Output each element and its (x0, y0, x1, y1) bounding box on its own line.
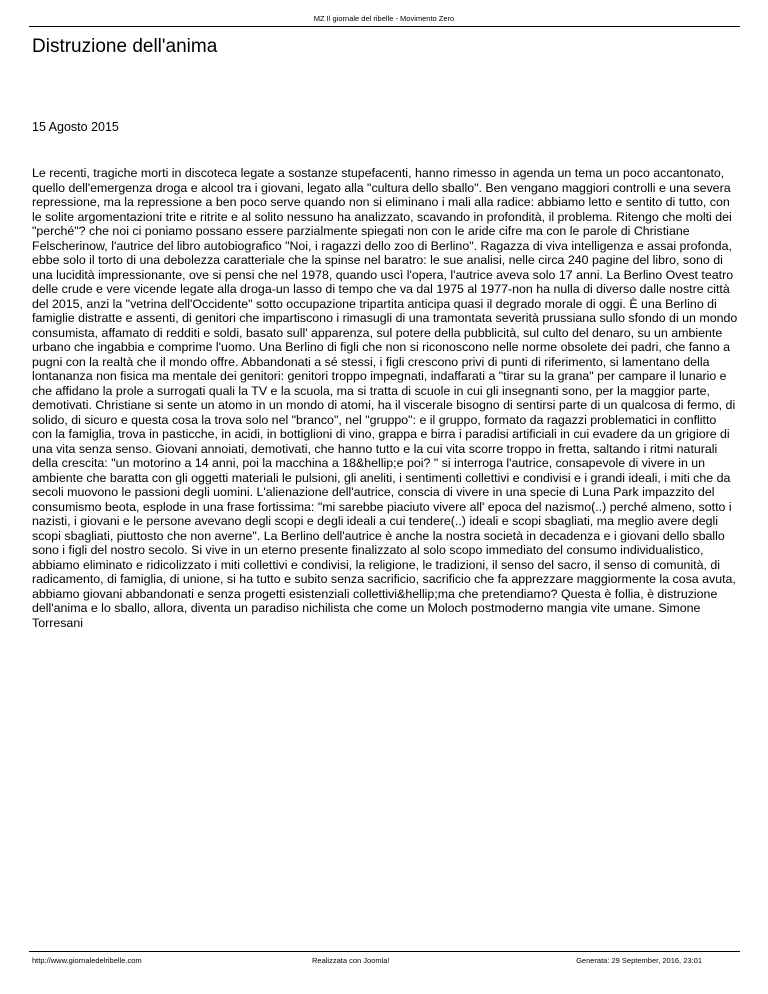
site-header-title: MZ Il giornale del ribelle - Movimento Zero (313, 14, 455, 23)
article-date: 15 Agosto 2015 (32, 120, 119, 134)
header-divider (29, 26, 740, 27)
article-body: Le recenti, tragiche morti in discoteca legate a sostanze stupefacenti, hanno rimesso in agenda un tema un poco accantonato, quello dell'emergenza droga e alcool tra i giovani, legato alla "cultura dello sballo". Ben vengano maggiori controlli e una severa repressione, ma la repressione a ben poco serve quando non si eliminano i mali alla radice: abbiamo letto e sentito di tutto, con le solite argomentazioni trite e ritrite e al solito nessuno ha analizzato, scavando in profondità, il problema. Ritengo che molti dei "perché"? che noi ci poniamo possano essere parzialmente spiegati non con le aride cifre ma con le parole di Christiane Felscherinow, l'autrice del libro autobiografico "Noi, i ragazzi dello zoo di Berlino". Ragazza di viva intelligenza e assai profonda, ebbe solo il torto di una debolezza caratteriale che la spinse nel baratro: le sue analisi, nelle circa 240 pagine del libro, sono di una lucidità impressionante, ove si pensi che nel 1978, quando uscì l'opera, l'autrice aveva solo 17 anni. La Berlino Ovest teatro delle crude e vere vicende legate alla droga-un lasso di tempo che va dal 1975 al 1977-non ha nulla di diverso dalle nostre città del 2015, anzi la "vetrina dell'Occidente" sotto occupazione tripartita anticipa quasi il degrado morale di oggi. È una Berlino di famiglie distratte e assenti, di genitori che impartiscono i rimasugli di una tramontata severità prussiana sullo sfondo di un mondo consumista, affamato di redditi e soldi, basato sull' apparenza, sul potere della pubblicità, sul culto del denaro, su un ambiente urbano che ingabbia e comprime l'uomo. Una Berlino di figli che non si riconoscono nelle norme obsolete dei padri, che fanno a pugni con la realtà che il mondo offre. Abbandonati a sé stessi, i figli crescono privi di punti di riferimento, si lamentano della lontananza non fisica ma mentale dei genitori: genitori troppo impegnati, indaffarati a "tirar su la grana" per campare il lunario e che affidano la prole a surrogati quali la TV e la scuola, ma si tratta di scuole in cui gli insegnanti sono, per la maggior parte, demotivati. Christiane si sente un atomo in un mondo di atomi, ha il viscerale bisogno di sentirsi parte di un qualcosa di fermo, di solido, di sicuro e questa cosa la trova solo nel "branco", nel "gruppo": e il gruppo, formato da ragazzi problematici in conflitto con la famiglia, trova in pasticche, in acidi, in bottiglioni di vino, grappa e birra i paradisi artificiali in cui evadere da un grigiore di una vita senza senso. Giovani annoiati, demotivati, che hanno tutto e la cui vita scorre troppo in fretta, saltando i ritmi naturali della crescita: "un motorino a 14 anni, poi la macchina a 18&hellip;e poi? " si interroga l'autrice, consapevole di vivere in un ambiente che baratta con gli oggetti materiali le pulsioni, gli aneliti, i sentimenti collettivi e condivisi e i grandi ideali, i miti che da secoli muovono le passioni degli uomini. L'alienazione dell'autrice, conscia di vivere in una specie di Luna Park impazzito del consumismo beota, esplode in una frase fortissima: "mi sarebbe piaciuto vivere all' epoca del nazismo(..) perché almeno, sotto i nazisti, i giovani e le persone avevano degli scopi e degli ideali a cui tendere(..) ideali e scopi sbagliati, ma meglio avere degli scopi sbagliati, piuttosto che non averne". La Berlino dell'autrice è anche la nostra società in decadenza e i giovani dello sballo sono i figli del nostro secolo. Si vive in un eterno presente finalizzato al solo scopo immediato del consumo individualistico, abbiamo eliminato e ridicolizzato i miti collettivi e condivisi, la religione, le tradizioni, il senso del sacro, il senso di comunità, di radicamento, di famiglia, di unione, si ha tutto e subito senza sacrificio, sacrificio che fa apprezzare maggiormente la cosa avuta, abbiamo giovani abbandonati e senza progetti esistenziali collettivi&hellip;ma che pretendiamo? Questa è follia, è distruzione dell'anima e lo sballo, allora, diventa un paradiso nichilista che come un Moloch postmoderno mangia vite umane. Simone Torresani (32, 166, 738, 630)
footer-divider (29, 951, 740, 952)
footer-generated-date: Generata: 29 September, 2016, 23:01 (576, 956, 702, 965)
article-title: Distruzione dell'anima (32, 36, 218, 57)
footer-credit: Realizzata con Joomla! (312, 956, 390, 965)
footer-site-url: http://www.giornaledelribelle.com (32, 956, 142, 965)
